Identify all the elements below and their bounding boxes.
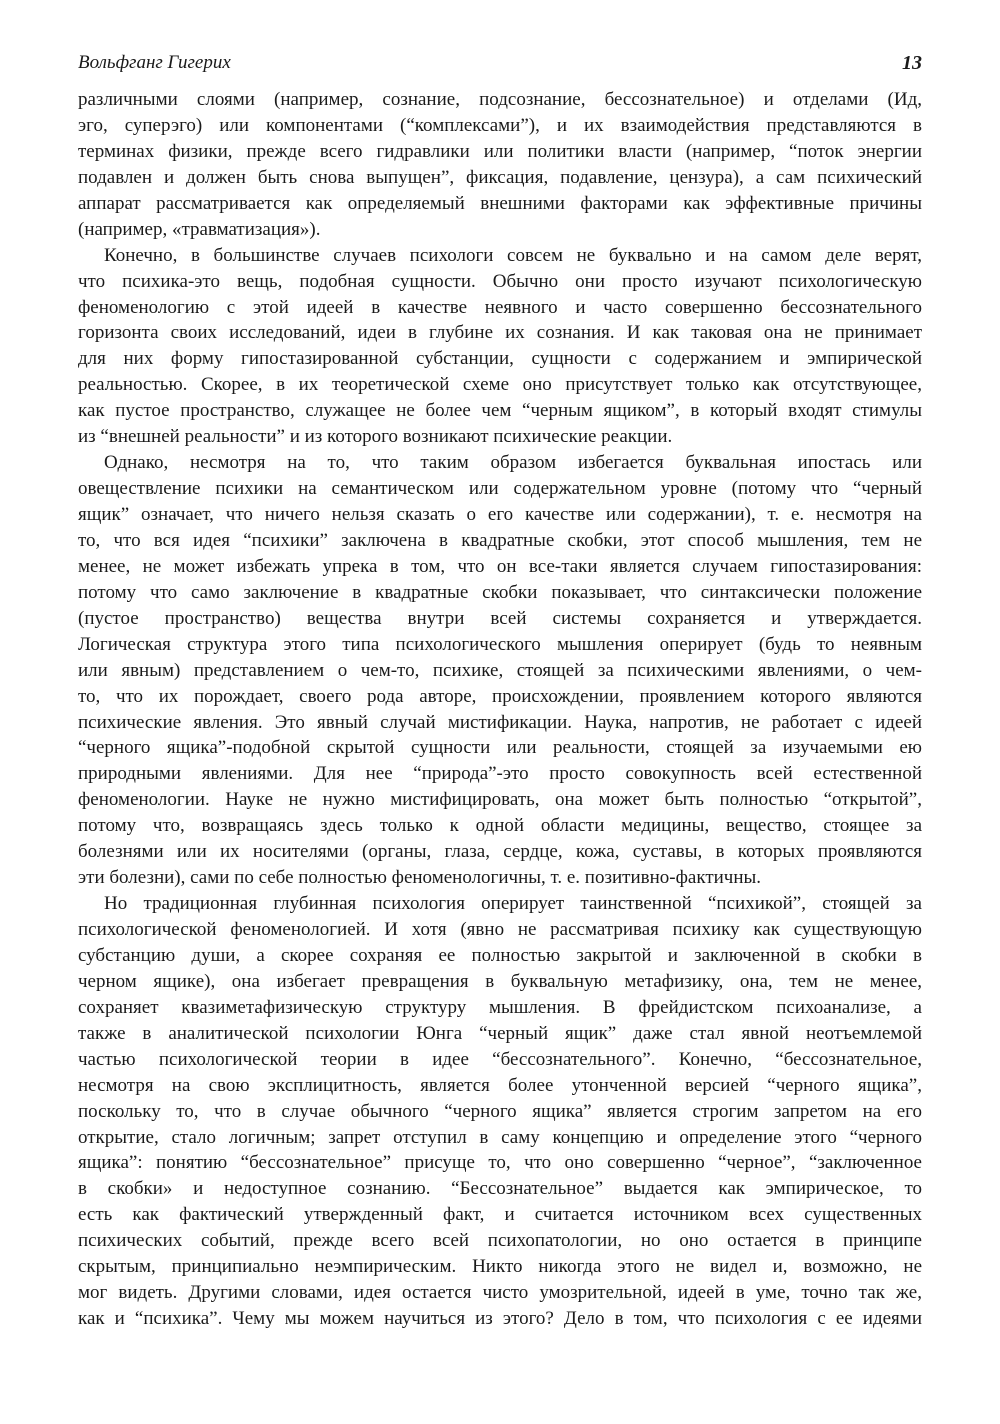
text-line: то, что их порождает, своего рода авторе, происхождении, проявлением которого являются	[78, 685, 922, 707]
text-line: или явным) представлением о чем-то, психике, стоящей за психическими явлениями, о чем-	[78, 659, 922, 681]
text-line: в скобки» и недоступное сознанию. “Бессознательное” выдается как эмпирическое, то	[78, 1178, 922, 1200]
text-line: Логическая структура этого типа психологического мышления оперирует (будь то неявным	[78, 633, 922, 655]
paragraph	[78, 243, 922, 451]
body-text	[78, 87, 922, 1332]
text-line: эти болезни), сами по себе полностью феноменологичны, т. е. позитивно-фактичны.	[78, 867, 762, 889]
text-line: Конечно, в большинстве случаев психологи совсем не буквально и на самом деле верят,	[104, 244, 922, 266]
text-line: также в аналитической психологии Юнга “черный ящик” даже стал явной неотъемлемой	[78, 1022, 922, 1044]
text-line: болезнями или их носителями (органы, глаза, сердце, кожа, суставы, в которых проявляются	[78, 841, 922, 863]
text-line: феноменологию с этой идеей в качестве неявного и часто совершенно бессознательного	[78, 296, 922, 318]
text-line: различными слоями (например, сознание, подсознание, бессознательное) и отделами (Ид,	[78, 89, 922, 110]
text-line: несмотря на свою эксплицитность, является более утонченной версией “черного ящика”,	[78, 1074, 922, 1096]
text-line: для них форму гипостазированной субстанции, сущности с содержанием и эмпирической	[78, 348, 922, 370]
text-line: менее, не может избежать упрека в том, что он все-таки является случаем гипостазирования:	[78, 555, 922, 577]
text-line: как и “психика”. Чему мы можем научиться из этого? Дело в том, что психология с ее идеями	[78, 1308, 922, 1330]
text-line: психические явления. Это явный случай мистификации. Наука, напротив, не работает с идеей	[78, 711, 922, 733]
text-line: сохраняет квазиметафизическую структуру мышления. В фрейдистском психоанализе, а	[78, 996, 922, 1018]
text-line: как пустое пространство, служащее не более чем “черным ящиком”, в который входят стимулы	[78, 400, 922, 422]
text-line: горизонта своих исследований, идеи в глубине их сознания. И как таковая она не принимает	[78, 322, 922, 344]
text-line: феноменологии. Науке не нужно мистифицировать, она может быть полностью “открытой”,	[78, 789, 922, 811]
text-line: терминах физики, прежде всего гидравлики или политики власти (например, “поток энергии	[78, 140, 922, 162]
text-line: ящика”: понятию “бессознательное” присуще то, что оно совершенно “черное”, “заключенное	[78, 1152, 922, 1174]
text-line: “черного ящика”-подобной скрытой сущности или реальности, стоящей за изучаемыми ею	[78, 737, 922, 759]
text-line: мог видеть. Другими словами, идея остается чисто умозрительной, идеей в уме, точно так же,	[78, 1282, 922, 1304]
text-line: (пустое пространство) вещества внутри всей системы сохраняется и утверждается.	[78, 607, 922, 629]
paragraph	[78, 891, 922, 1332]
text-line: из “внешней реальности” и из которого возникают психические реакции.	[78, 426, 673, 448]
text-line: эго, суперэго) или компонентами (“комплексами”), и их взаимодействия представляются в	[78, 114, 922, 136]
text-line: черном ящике), она избегает превращения в буквальную метафизику, она, тем не менее,	[78, 970, 922, 992]
text-line: субстанцию души, а скорее сохраняя ее полностью закрытой и заключенной в скобки в	[78, 944, 922, 966]
text-line: то, что вся идея “психики” заключена в квадратные скобки, этот способ мышления, тем не	[78, 529, 922, 551]
text-line: аппарат рассматривается как определяемый внешними факторами как эффективные причины	[78, 192, 922, 214]
paragraph	[78, 87, 922, 243]
running-header-author: Вольфганг Гигерих	[78, 52, 231, 73]
text-line: подавлен и должен быть снова выпущен”, фиксация, подавление, цензура), а сам психический	[78, 166, 922, 188]
page-number: 13	[902, 52, 922, 74]
text-line: потому что, возвращаясь здесь только к одной области медицины, вещество, стоящее за	[78, 815, 922, 837]
text-line: реальностью. Скорее, в их теоретической схеме оно присутствует только как отсутствующее,	[78, 374, 922, 396]
text-line: скрытым, принципиально неэмпирическим. Никто никогда этого не видел и, возможно, не	[78, 1256, 922, 1278]
text-line: есть как фактический утвержденный факт, и считается источником всех существенных	[78, 1204, 922, 1226]
text-line: ящик” означает, что ничего нельзя сказать о его качестве или содержании), т. е. несмотря на	[78, 504, 922, 525]
running-header	[78, 52, 922, 78]
text-line: открытие, стало логичным; запрет отступил в саму концепцию и определение этого “черного	[78, 1126, 922, 1148]
text-line: поскольку то, что в случае обычного “черного ящика” является строгим запретом на его	[78, 1100, 922, 1122]
text-line: овеществление психики на семантическом или содержательном уровне (потому что “черный	[78, 478, 922, 500]
text-line: психологической феноменологией. И хотя (явно не рассматривая психику как существующую	[78, 919, 922, 940]
text-line: что психика-это вещь, подобная сущности. Обычно они просто изучают психологическую	[78, 270, 922, 292]
text-line: природными явлениями. Для нее “природа”-это просто совокупность всей естественной	[78, 763, 922, 785]
text-line: психических событий, прежде всего всей психопатологии, но оно остается в принципе	[78, 1230, 922, 1252]
text-line: потому что само заключение в квадратные скобки показывает, что синтаксически положение	[78, 581, 922, 603]
text-line: (например, «травматизация»).	[78, 218, 321, 240]
text-line: Однако, несмотря на то, что таким образом избегается буквальная ипостась или	[104, 452, 922, 474]
text-line: Но традиционная глубинная психология оперирует таинственной “психикой”, стоящей за	[104, 893, 922, 915]
paragraph	[78, 450, 922, 891]
text-line: частью психологической теории в идее “бессознательного”. Конечно, “бессознательное,	[78, 1048, 922, 1070]
